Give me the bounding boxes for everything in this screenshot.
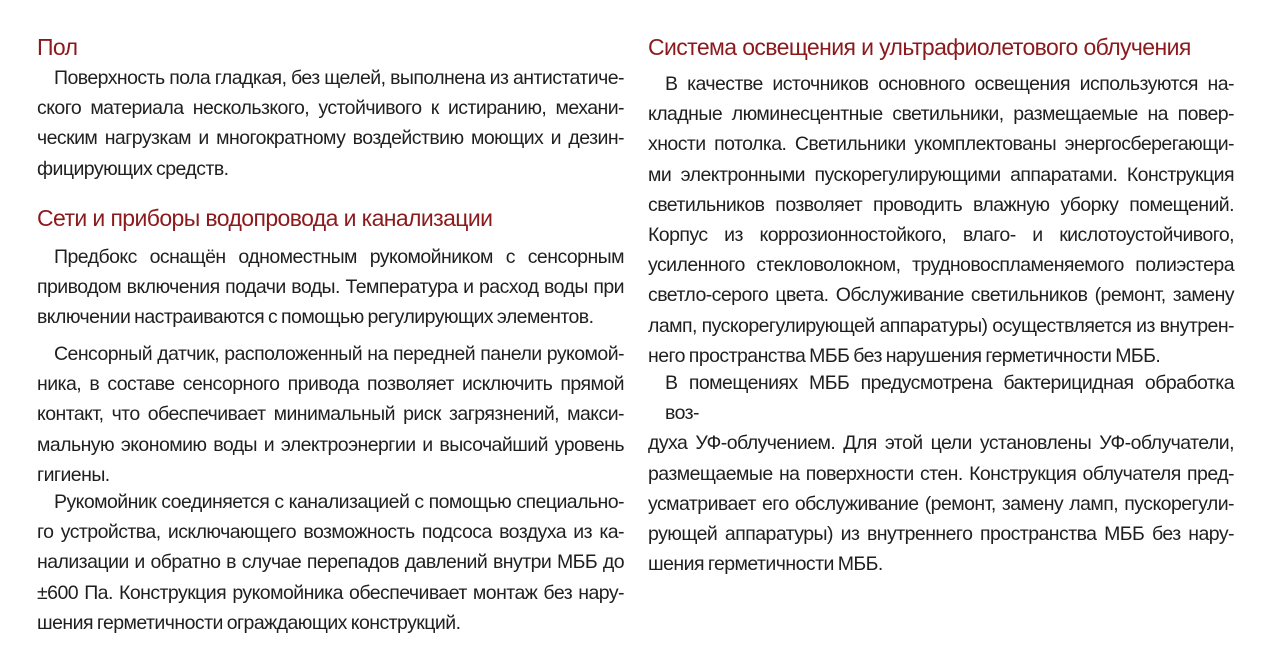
plumbing-paragraph-3 bbox=[37, 487, 624, 638]
text-line: включении настраиваются с помощью регулирующих элементов. bbox=[37, 306, 594, 329]
lighting-paragraph-2 bbox=[648, 368, 1234, 579]
floor-paragraph-1 bbox=[37, 63, 624, 184]
plumbing-paragraph-2 bbox=[37, 339, 624, 490]
section-title-plumbing: Сети и приборы водопровода и канализации bbox=[37, 205, 493, 231]
text-line: гигиены. bbox=[37, 463, 110, 486]
text-line: усматривает его обслуживание (ремонт, замену ламп, пускорегули- bbox=[648, 492, 1234, 515]
section-title-lighting: Система освещения и ультрафиолетового облучения bbox=[648, 34, 1191, 60]
text-line: фицирующих средств. bbox=[37, 157, 229, 180]
text-line: Корпус из коррозионностойкого, влаго- и кислотоустойчивого, bbox=[648, 224, 1234, 247]
text-line: контакт, что обеспечивает минимальный риск загрязнений, макси- bbox=[37, 403, 624, 426]
text-line: Поверхность пола гладкая, без щелей, выполнена из антистатиче- bbox=[54, 67, 624, 89]
text-line: хности потолка. Светильники укомплектованы энергосберегающи- bbox=[648, 133, 1234, 156]
text-line: рующей аппаратуры) из внутреннего пространства МББ без нару- bbox=[648, 523, 1234, 546]
text-line: мальную экономию воды и электроэнергии и высочайший уровень bbox=[37, 433, 624, 456]
text-line: шения герметичности ограждающих конструкций. bbox=[37, 611, 461, 634]
text-line: Рукомойник соединяется с канализацией с помощью специально- bbox=[54, 491, 624, 513]
text-line: В качестве источников основного освещения используются на- bbox=[665, 73, 1234, 95]
section-title-floor: Пол bbox=[37, 34, 78, 60]
text-line: нализации и обратно в случае перепадов давлений внутри МББ до bbox=[37, 551, 624, 574]
text-line: Предбокс оснащён одноместным рукомойником с сенсорным bbox=[54, 246, 624, 268]
text-line: шения герметичности МББ. bbox=[648, 553, 883, 576]
text-line: кладные люминесцентные светильники, размещаемые на повер- bbox=[648, 103, 1234, 126]
text-line: ±600 Па. Конструкция рукомойника обеспечивает монтаж без нару- bbox=[37, 581, 624, 604]
plumbing-paragraph-1 bbox=[37, 242, 624, 333]
text-line: ческим нагрузкам и многократному воздействию моющих и дезин- bbox=[37, 127, 624, 150]
text-line: размещаемые на поверхности стен. Конструкция облучателя пред- bbox=[648, 462, 1234, 485]
text-line: ми электронными пускорегулирующими аппаратами. Конструкция bbox=[648, 163, 1234, 186]
text-line: светло-серого цвета. Обслуживание светильников (ремонт, замену bbox=[648, 284, 1234, 307]
lighting-paragraph-1 bbox=[648, 69, 1234, 371]
text-line: Сенсорный датчик, расположенный на передней панели рукомой- bbox=[54, 343, 624, 365]
text-line: приводом включения подачи воды. Температура и расход воды при bbox=[37, 276, 624, 299]
text-line: ника, в составе сенсорного привода позволяет исключить прямой bbox=[37, 373, 624, 396]
text-line: го устройства, исключающего возможность подсоса воздуха из ка- bbox=[37, 521, 624, 544]
text-line: него пространства МББ без нарушения герметичности МББ. bbox=[648, 344, 1161, 367]
text-line: усиленного стекловолокном, трудновоспламеняемого полиэстера bbox=[648, 254, 1234, 277]
text-line: светильников позволяет проводить влажную уборку помещений. bbox=[648, 193, 1234, 216]
text-line: ламп, пускорегулирующей аппаратуры) осуществляется из внутрен- bbox=[648, 314, 1234, 337]
text-line: ского материала нескользкого, устойчивого к истиранию, механи- bbox=[37, 97, 624, 120]
text-line: духа УФ-облучением. Для этой цели установлены УФ-облучатели, bbox=[648, 432, 1234, 455]
text-line: В помещениях МББ предусмотрена бактерицидная обработка воз- bbox=[665, 372, 1234, 425]
